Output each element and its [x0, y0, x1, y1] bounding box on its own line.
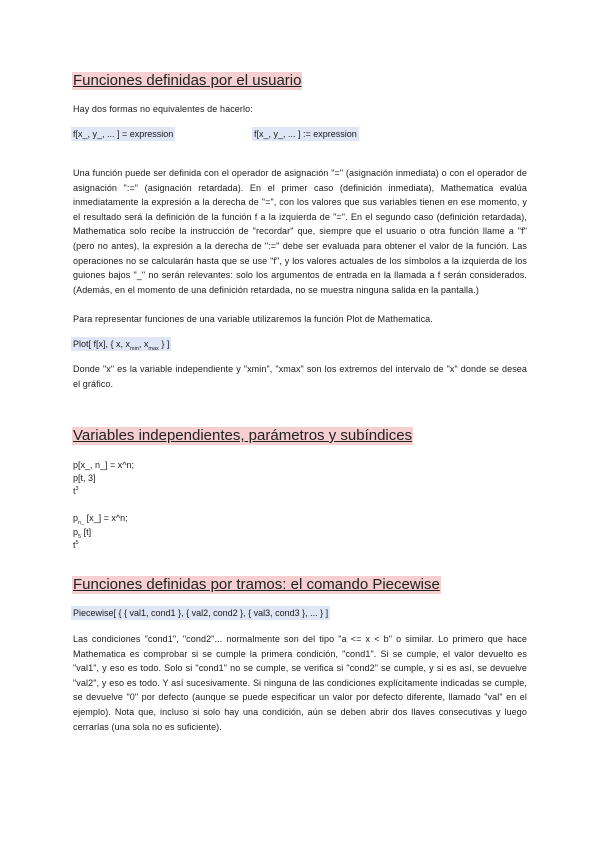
plot-intro-text: Para representar funciones de una variable utilizaremos la función Plot de Mathematica.	[73, 314, 433, 324]
code-line-p-call: p[t, 3]	[73, 473, 96, 483]
intro-text: Hay dos formas no equivalentes de hacerlo:	[73, 104, 253, 114]
section-title-piecewise: Funciones definidas por tramos: el comando Piecewise	[73, 576, 440, 593]
delayed-definition-code: f[x_, y_, ... ] := expression	[254, 129, 357, 139]
code-line-subscript-call: $p_5$ [t]	[73, 527, 92, 540]
output-t-cubed: $t^3$	[73, 486, 79, 496]
piecewise-syntax-code: Piecewise[ { { val1, cond1 }, { val2, cond2 }, { val3, cond3 }, ... } ]	[73, 608, 329, 618]
code-line-p-definition: p[x_, n_] = x^n;	[73, 460, 135, 470]
code-line-subscript-definition: $p_{n\_}$ [x_] = x^n;	[73, 513, 128, 526]
section-title-variables: Variables independientes, parámetros y subíndices	[73, 427, 413, 444]
plot-description-paragraph: Donde "x" es la variable independiente y "xmin", "xmax" son los extremos del intervalo de "x" donde se desea el gráfico.	[73, 364, 527, 389]
piecewise-explanation-paragraph: Las condiciones "cond1", "cond2"... normalmente son del tipo "a <= x < b" o similar. Lo primero que hace Mathematica es comprobar si se cumple la primera condición, "cond1". Si se cumple, el valor devuelto es "val1", y eso es todo. Solo si "cond1" no se cumple, se verifica si "cond2" se cumple, y si es así, se devuelve "val2", y eso es todo. Y así sucesivamente. Si ninguna de las condiciones explícitamente indicadas se cumple, se devuelve "0" por defecto (aunque se puede especificar un valor por defecto diferente, llamado "val" en el ejemplo). Nota que, incluso si solo hay una condición, aún se deben abrir dos llaves consecutivas y luego cerrarlas (una sola no es suficiente).	[73, 634, 527, 732]
immediate-definition-code: f[x_, y_, ... ] = expression	[73, 129, 174, 139]
section-title-user-functions: Funciones definidas por el usuario	[73, 72, 302, 89]
plot-syntax-code: Plot[ f[x], { x, $x_{min}$, $x_{max}$ } ]	[73, 339, 170, 352]
definition-explanation-paragraph: Una función puede ser definida con el operador de asignación "=" (asignación inmediata) o con el operador de asignación ":=" (asignación retardada). En el primer caso (definición inmediata), Mathematica evalúa inmediatamente la expresión a la derecha de "=", con los valores que sus variables tienen en ese momento, y el resultado será la definición de la función f a la izquierda de "=". En el segundo caso (definición retardada), Mathematica solo recibe la instrucción de "recordar" que, siempre que el usuario o otra función llame a "f" (pero no antes), la expresión a la derecha de ":=" debe ser evaluada para obtener el valor de la función. Las operaciones no se calcularán hasta que se use "f", y los valores actuales de los símbolos a la izquierda de los guiones bajos "_" no serán relevantes: solo los argumentos de entrada en la llamada a f serán considerados. (Además, en el momento de una definición retardada, no se muestra ninguna salida en la pantalla.)	[73, 168, 527, 295]
output-t-fifth: $t^5$	[73, 540, 79, 550]
